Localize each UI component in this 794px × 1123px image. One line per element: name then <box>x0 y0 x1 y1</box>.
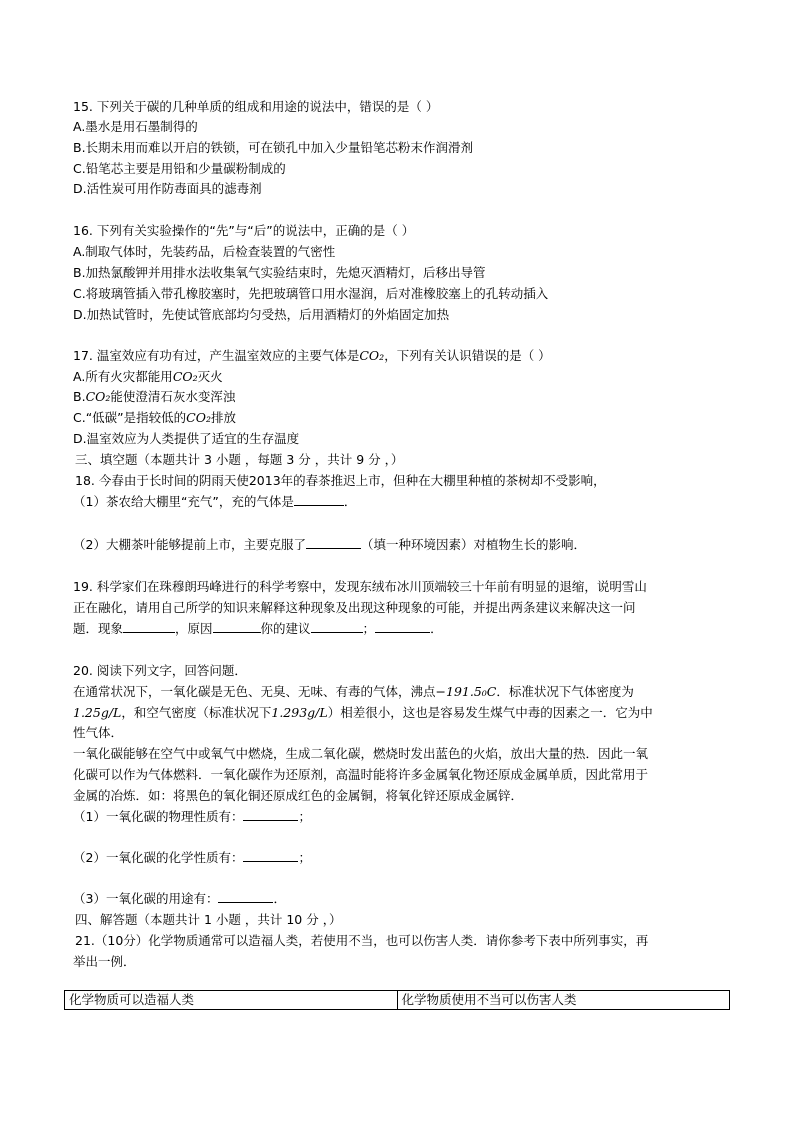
q15-option-b: B.长期未用而难以开启的铁锁，可在锁孔中加入少量铅笔芯粉末作润滑剂 <box>73 140 474 155</box>
boiling-point-value: −191.5₀C <box>435 684 497 699</box>
table-row <box>65 991 730 1010</box>
q19-text-e: ． <box>430 621 443 636</box>
q20-sub-1-text: （1）一氧化碳的物理性质有： <box>73 809 244 824</box>
q19-line-2: 正在融化，请用自己所学的知识来解释这种现象及出现这种现象的可能，并提出两条建议来解决这一问 <box>73 600 636 615</box>
q20-para2-line3: 金属的冶炼．如：将黑色的氧化铜还原成红色的金属铜，将氧化锌还原成金属锌． <box>73 788 524 803</box>
answer-blank[interactable] <box>123 620 175 633</box>
answer-blank[interactable] <box>306 536 361 549</box>
q17-stem <box>73 347 551 365</box>
q16-option-a: A.制取气体时，先装药品，后检查装置的气密性 <box>73 244 336 259</box>
answer-blank[interactable] <box>243 849 298 862</box>
q17-stem-text-b: ，下列有关认识错误的是（ ） <box>384 348 551 363</box>
q20-text: ）相差很小，这也是容易发生煤气中毒的因素之一．它为中 <box>327 705 653 720</box>
q20-para1-line2 <box>73 704 653 722</box>
q20-sub-3-end: ． <box>273 891 286 906</box>
q17-stem-text-a: 17. 温室效应有功有过，产生温室效应的主要气体是 <box>73 348 360 363</box>
q15-option-a: A.墨水是用石墨制得的 <box>73 119 198 134</box>
q20-text: ．标准状况下气体密度为 <box>496 684 634 699</box>
q21-line-2: 举出一例． <box>73 954 136 969</box>
q18-part-1-end: ． <box>343 494 357 509</box>
section-4-heading: 四、解答题（本题共计 1 小题 ，共计 10 分 ，） <box>75 912 342 927</box>
q17-option-c-text-1: C.“低碳”是指较低的 <box>73 410 187 425</box>
answer-blank[interactable] <box>213 620 261 633</box>
q19-text-c: 你的建议 <box>260 621 311 636</box>
q19-text-d: ； <box>362 621 376 636</box>
q17-option-d: D.温室效应为人类提供了适宜的生存温度 <box>73 431 300 446</box>
co2-formula: CO₂ <box>172 369 198 384</box>
q15-option-d: D.活性炭可用作防毒面具的滤毒剂 <box>73 181 262 196</box>
q16-option-b: B.加热氯酸钾并用排水法收集氧气实验结束时，先熄灭酒精灯，后移出导管 <box>73 265 486 280</box>
q18-part-2 <box>73 536 586 554</box>
answer-blank[interactable] <box>375 620 430 633</box>
table-header-benefit: 化学物质可以造福人类 <box>65 991 398 1010</box>
q20-para2-line2: 化碳可以作为气体燃料．一氧化碳作为还原剂，高温时能将许多金属氧化物还原成金属单质，因此常用于 <box>73 767 649 782</box>
q20-para1-line1 <box>73 683 634 701</box>
answer-blank[interactable] <box>243 808 298 821</box>
q20-text: 在通常状况下，一氧化碳是无色、无臭、无味、有毒的气体，沸点 <box>73 684 436 699</box>
q15-option-c: C.铅笔芯主要是用铅和少量碳粉制成的 <box>73 161 286 176</box>
q16-option-d: D.加热试管时，先使试管底部均匀受热，后用酒精灯的外焰固定加热 <box>73 307 450 322</box>
q21-table <box>64 990 730 1010</box>
q18-stem: 18. 今春由于长时间的阴雨天使2013年的春茶推迟上市，但种在大棚里种植的茶树却不受影响， <box>75 473 606 488</box>
q17-option-b-text-2: 能使澄清石灰水变浑浊 <box>110 389 236 404</box>
answer-blank[interactable] <box>311 620 363 633</box>
table-header-harm: 化学物质使用不当可以伤害人类 <box>397 991 730 1010</box>
q20-para1-line3: 性气体． <box>73 725 124 740</box>
co2-formula: CO₂ <box>359 348 385 363</box>
q20-para2-line1: 一氧化碳能够在空气中或氧气中燃烧，生成二氧化碳，燃烧时发出蓝色的火焰，放出大量的热．因此一氧 <box>73 746 649 761</box>
q18-part-1 <box>73 493 356 511</box>
q19-line-3 <box>73 620 443 638</box>
section-3-heading: 三、填空题（本题共计 3 小题 ，每题 3 分 ，共计 9 分 ，） <box>75 452 404 467</box>
q17-option-a-text-2: 灭火 <box>197 369 223 384</box>
q17-option-b <box>73 388 235 406</box>
co2-formula: CO₂ <box>85 389 111 404</box>
q20-text: ，和空气密度（标准状况下 <box>121 705 272 720</box>
q18-part-1-text: （1）茶农给大棚里“充气”，充的气体是 <box>73 494 294 509</box>
q20-sub-2-text: （2）一氧化碳的化学性质有： <box>73 850 244 865</box>
q17-option-c <box>73 409 236 427</box>
answer-blank[interactable] <box>218 890 273 903</box>
q20-sub-2-end: ； <box>298 850 311 865</box>
q16-option-c: C.将玻璃管插入带孔橡胶塞时，先把玻璃管口用水湿润，后对准橡胶塞上的孔转动插入 <box>73 286 549 301</box>
answer-blank[interactable] <box>294 493 344 506</box>
q19-text-b: ，原因 <box>175 621 213 636</box>
q17-option-a-text-1: A.所有火灾都能用 <box>73 369 173 384</box>
q17-option-a <box>73 368 223 386</box>
q20-sub-1 <box>73 808 311 826</box>
q20-sub-3-text: （3）一氧化碳的用途有： <box>73 891 219 906</box>
q18-part-2-end: （填一种环境因素）对植物生长的影响． <box>360 537 586 552</box>
q21-line-1: 21.（10分）化学物质通常可以造福人类，若使用不当，也可以伤害人类．请你参考下表中所列事实，再 <box>75 933 649 948</box>
q20-sub-1-end: ； <box>298 809 311 824</box>
q18-part-2-text: （2）大棚茶叶能够提前上市，主要克服了 <box>73 537 306 552</box>
q20-sub-2 <box>73 849 311 867</box>
q15-stem: 15. 下列关于碳的几种单质的组成和用途的说法中，错误的是（ ） <box>73 99 439 114</box>
q17-option-b-text-1: B. <box>73 389 86 404</box>
q20-sub-3 <box>73 890 286 908</box>
air-density-value: 1.293g/L <box>271 705 328 720</box>
co2-formula: CO₂ <box>186 410 211 425</box>
q19-text-a: 题．现象 <box>73 621 124 636</box>
q16-stem: 16. 下列有关实验操作的“先”与“后”的说法中，正确的是（ ） <box>73 223 415 238</box>
co-density-value: 1.25g/L <box>73 705 122 720</box>
q17-option-c-text-2: 排放 <box>210 410 236 425</box>
q19-line-1: 19. 科学家们在珠穆朗玛峰进行的科学考察中，发现东绒布冰川顶端较三十年前有明显的退缩，说明雪山 <box>73 579 647 594</box>
q20-stem: 20. 阅读下列文字，回答问题． <box>73 663 247 678</box>
